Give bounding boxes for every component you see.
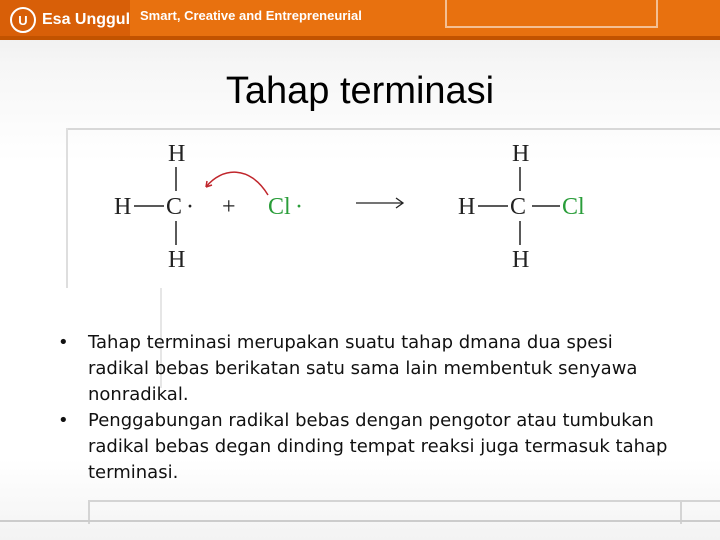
right-c: C <box>510 194 527 220</box>
logo-emblem-icon: U <box>10 7 36 33</box>
slide-title: Tahap terminasi <box>225 70 495 112</box>
reaction-diagram <box>100 135 620 275</box>
bullet-text: Tahap terminasi merupakan suatu tahap dmana dua spesi radikal bebas berikatan satu sama lain membentuk senyawa nonradikal. <box>88 332 638 405</box>
header-stripe <box>0 36 720 40</box>
bullet-text: Penggabungan radikal bebas dengan pengotor atau tumbukan radikal bebas degan dinding tempat reaksi juga termasuk tahap terminasi. <box>88 410 668 483</box>
header-bar <box>0 0 720 40</box>
bullet-marker: • <box>58 332 69 353</box>
divider-line <box>66 128 720 130</box>
left-h-top: H <box>168 141 186 167</box>
chlorine-radical-dot: · <box>295 194 303 220</box>
divider-line-vertical <box>66 128 68 288</box>
logo <box>0 0 130 40</box>
right-cl: Cl <box>562 194 585 220</box>
left-radical-dot: · <box>186 194 194 220</box>
right-h-bottom: H <box>512 247 530 273</box>
bullet-marker: • <box>58 410 69 431</box>
list-item <box>58 330 678 408</box>
right-h-left: H <box>458 194 476 220</box>
tagline: Smart, Creative and Entrepreneurial <box>140 8 362 23</box>
left-c: C <box>166 194 183 220</box>
header-decoration <box>445 0 658 28</box>
left-h-left: H <box>114 194 132 220</box>
footer-line <box>0 520 720 522</box>
electron-arrow-icon <box>206 172 268 195</box>
footer-decoration-right <box>682 500 720 520</box>
logo-text: Esa Unggul <box>42 11 131 28</box>
chlorine-radical: Cl <box>268 194 291 220</box>
bullet-list <box>58 330 678 486</box>
list-item <box>58 408 678 486</box>
left-h-bottom: H <box>168 247 186 273</box>
plus-sign: + <box>222 194 236 220</box>
right-h-top: H <box>512 141 530 167</box>
